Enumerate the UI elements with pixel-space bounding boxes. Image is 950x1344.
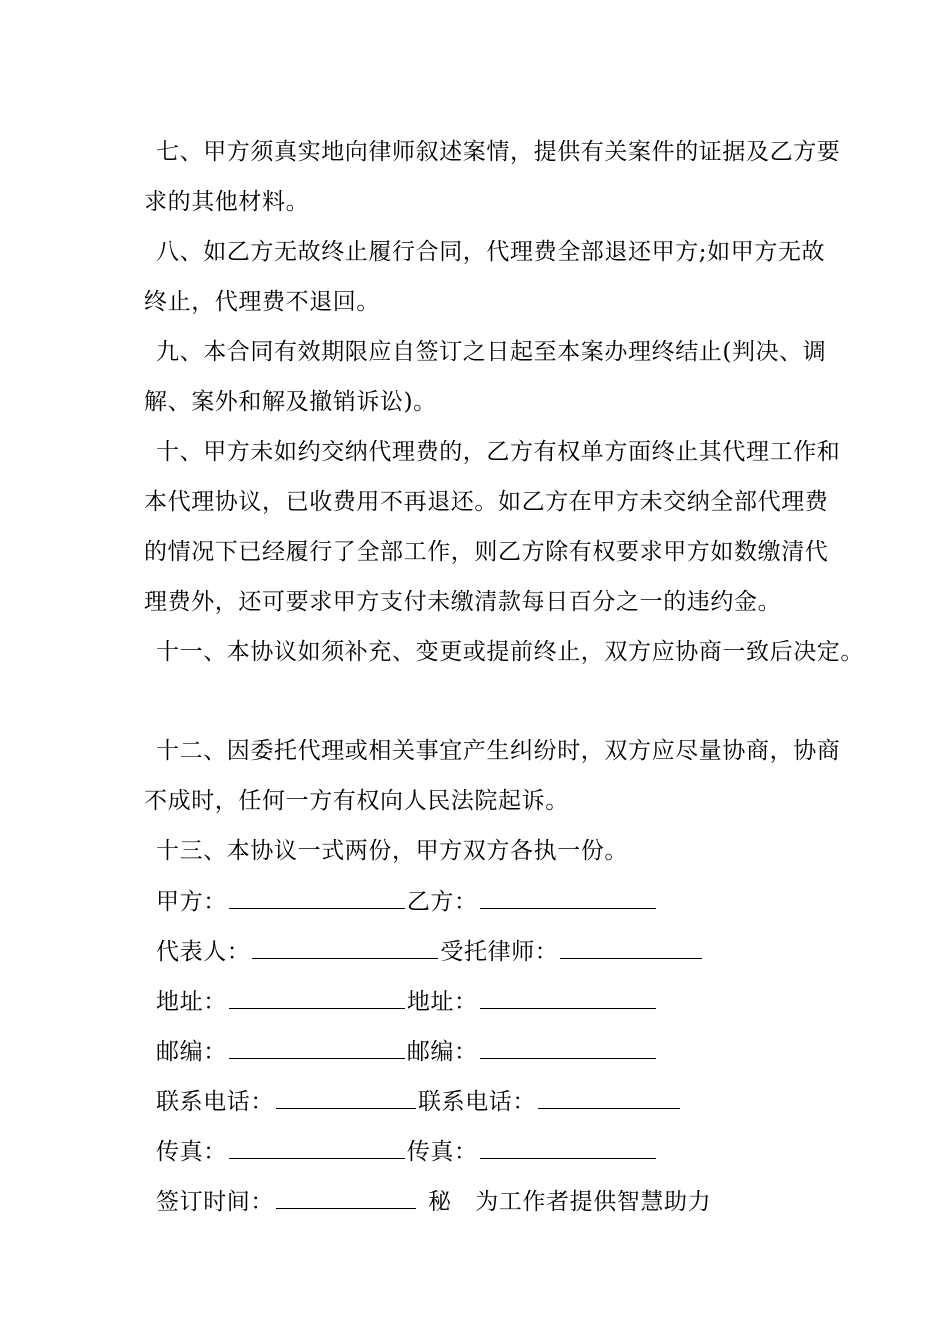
fax-b-blank[interactable] xyxy=(480,1136,656,1159)
signature-row-address xyxy=(156,986,846,1017)
clause-10-line-1: 十、甲方未如约交纳代理费的，乙方有权单方面终止其代理工作和 xyxy=(156,439,841,465)
postcode-b-label: 邮编： xyxy=(406,1039,478,1065)
address-b-blank[interactable] xyxy=(480,986,656,1009)
fax-a-blank[interactable] xyxy=(229,1136,405,1159)
clause-10-line-2: 本代理协议，已收费用不再退还。如乙方在甲方未交纳全部代理费 xyxy=(144,489,829,515)
clause-10-line-3: 的情况下已经履行了全部工作，则乙方除有权要求甲方如数缴清代 xyxy=(144,539,829,565)
clause-9-line-1: 九、本合同有效期限应自签订之日起至本案办理终结止(判决、调 xyxy=(156,339,827,365)
clause-10-line-4: 理费外，还可要求甲方支付未缴清款每日百分之一的违约金。 xyxy=(144,589,782,615)
postcode-a-blank[interactable] xyxy=(229,1036,405,1059)
signature-row-time xyxy=(156,1186,846,1217)
clause-9-line-2: 解、案外和解及撤销诉讼)。 xyxy=(144,389,437,415)
signature-row-representative xyxy=(156,936,846,967)
address-a-label: 地址： xyxy=(156,989,227,1015)
party-a-blank[interactable] xyxy=(229,886,405,909)
phone-a-label: 联系电话： xyxy=(156,1089,274,1115)
fax-b-label: 传真： xyxy=(406,1139,478,1165)
party-b-blank[interactable] xyxy=(480,886,656,909)
representative-blank[interactable] xyxy=(252,936,438,959)
postcode-b-blank[interactable] xyxy=(480,1036,656,1059)
clause-13-line-1: 十三、本协议一式两份，甲方双方各执一份。 xyxy=(156,838,628,864)
lawyer-blank[interactable] xyxy=(560,936,702,959)
postcode-a-label: 邮编： xyxy=(156,1039,227,1065)
fax-a-label: 传真： xyxy=(156,1139,227,1165)
party-b-label: 乙方： xyxy=(406,889,478,915)
signature-row-party xyxy=(156,886,846,917)
clause-8-line-1: 八、如乙方无故终止履行合同，代理费全部退还甲方;如甲方无故 xyxy=(156,239,826,265)
signature-row-phone xyxy=(156,1086,846,1117)
representative-label: 代表人： xyxy=(156,939,251,965)
signature-row-postcode xyxy=(156,1036,846,1067)
clause-12-line-2: 不成时，任何一方有权向人民法院起诉。 xyxy=(144,788,569,814)
party-a-label: 甲方： xyxy=(156,889,227,915)
phone-b-blank[interactable] xyxy=(538,1086,680,1109)
lawyer-label: 受托律师： xyxy=(440,939,559,965)
clause-11-line-1: 十一、本协议如须补充、变更或提前终止，双方应协商一致后决定。 xyxy=(156,639,864,665)
sign-time-label: 签订时间： xyxy=(156,1189,274,1215)
clause-8-line-2: 终止，代理费不退回。 xyxy=(144,289,380,315)
phone-a-blank[interactable] xyxy=(276,1086,416,1109)
address-b-label: 地址： xyxy=(406,989,478,1015)
address-a-blank[interactable] xyxy=(229,986,405,1009)
clause-7-line-1: 七、甲方须真实地向律师叙述案情，提供有关案件的证据及乙方要 xyxy=(156,139,841,165)
footer-text: 秘 为工作者提供智慧助力 xyxy=(428,1189,712,1215)
signature-row-fax xyxy=(156,1136,846,1167)
phone-b-label: 联系电话： xyxy=(418,1089,536,1115)
sign-time-blank[interactable] xyxy=(276,1186,416,1209)
clause-7-line-2: 求的其他材料。 xyxy=(144,189,310,215)
clause-12-line-1: 十二、因委托代理或相关事宜产生纠纷时，双方应尽量协商，协商 xyxy=(156,738,841,764)
